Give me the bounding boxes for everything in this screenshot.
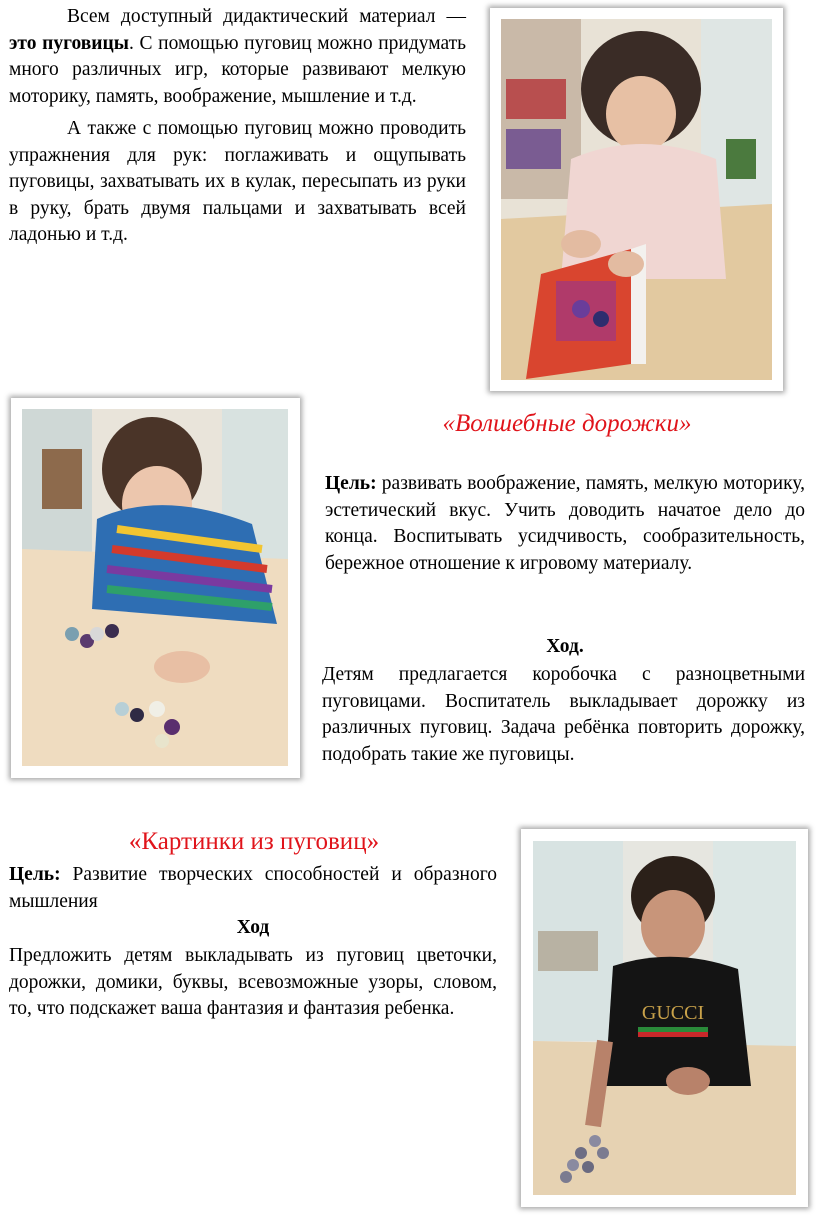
game2-goal-text: Развитие творческих способностей и образного мышления: [9, 864, 497, 912]
intro-paragraph-2: А также с помощью пуговиц можно проводить упражнения для рук: поглаживать и ощупывать пуговицы, захватывать их в кулак, пересыпать из руки в руку, брать двумя пальцами и захватывать всей ладонью и т.д.: [9, 118, 466, 245]
game2-process-label: Ход: [236, 917, 270, 938]
game1-goal-label: Цель:: [325, 473, 377, 494]
game2-goal-label: Цель:: [9, 864, 61, 885]
game1-process-text: Детям предлагается коробочка с разноцветными пуговицами. Воспитатель выкладывает дорожку из различных пуговиц. Задача ребёнка повторить дорожку, подобрать такие же пуговицы.: [322, 664, 805, 765]
game2-title: «Картинки из пуговиц»: [128, 828, 380, 855]
intro-text: [9, 4, 466, 249]
photo-girl-button-path: [11, 398, 300, 778]
game2-goal: [9, 862, 497, 915]
photo-girl-button-path-image: [22, 409, 288, 766]
photo-boy-button-picture: [521, 829, 808, 1207]
game1-goal-text: развивать воображение, память, мелкую моторику, эстетический вкус. Учить доводить начатое дело до конца. Воспитывать усидчивость, сообразительность, бережное отношение к игровому материалу.: [325, 473, 805, 574]
photo-girl-with-button-box: [490, 8, 783, 391]
game1-process-label: Ход.: [546, 636, 584, 657]
game1-title: «Волшебные дорожки»: [442, 410, 692, 437]
photo3-shirt-text: GUCCI: [641, 1002, 705, 1024]
game2-process-text: Предложить детям выкладывать из пуговиц цветочки, дорожки, домики, буквы, всевозможные узоры, словом, то, что подскажет ваша фантазия и фантазия ребенка.: [9, 945, 497, 1019]
photo-girl-with-button-box-image: [501, 19, 772, 380]
intro-bold-phrase: это пуговицы: [9, 32, 129, 54]
game1-goal: [325, 471, 805, 577]
photo-boy-button-picture-image: [533, 841, 796, 1195]
intro-paragraph-1: Всем доступный дидактический материал — это пуговицы. С помощью пуговиц можно придумать много различных игр, которые развивают мелкую моторику, память, воображение, мышление и т.д.: [9, 6, 467, 107]
